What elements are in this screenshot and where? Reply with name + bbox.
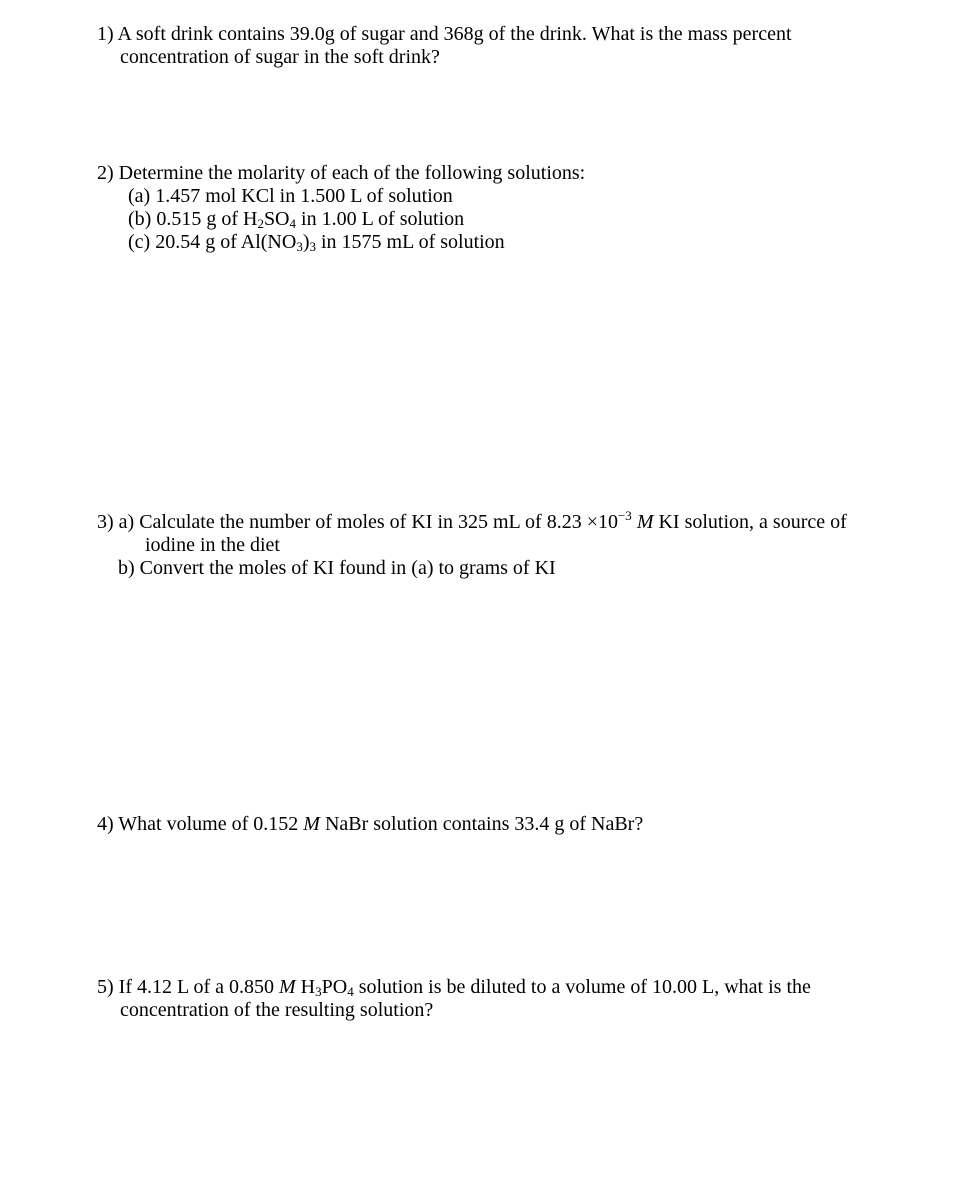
question-2-line-1 — [0, 162, 585, 185]
text-segment: −3 — [617, 508, 632, 523]
text-segment: 5) If 4.12 L of a 0.850 — [97, 976, 279, 998]
question-1-line-2 — [0, 46, 792, 69]
text-segment: 4 — [289, 216, 297, 231]
text-segment: PO — [321, 976, 348, 998]
text-segment: 1) A soft drink contains 39.0g of sugar and 368g of the drink. What is the mass percent — [97, 23, 792, 45]
question-3-line-2 — [0, 534, 847, 557]
question-5-line-1 — [0, 976, 811, 999]
text-segment: (b) 0.515 g of H — [128, 208, 258, 230]
question-2-line-2 — [0, 185, 585, 208]
text-segment: b) Convert the moles of KI found in (a) to grams of KI — [118, 557, 556, 579]
question-3 — [0, 508, 847, 580]
question-4-line-1 — [0, 813, 643, 836]
text-segment: 4) What volume of 0.152 — [97, 813, 304, 835]
text-segment: ) — [302, 231, 310, 253]
question-1-line-1 — [0, 23, 792, 46]
question-3-line-3 — [0, 557, 847, 580]
text-segment: concentration of the resulting solution? — [120, 999, 434, 1021]
text-segment: SO — [263, 208, 290, 230]
text-segment: solution is be diluted to a volume of 10.00 L, what is the — [353, 976, 811, 998]
text-segment: in 1575 mL of solution — [315, 231, 505, 253]
text-segment: (a) 1.457 mol KCl in 1.500 L of solution — [128, 185, 453, 207]
text-segment: 3 — [309, 239, 316, 254]
text-segment: KI solution, a source of — [653, 511, 847, 533]
text-segment: 3 — [315, 984, 322, 999]
question-4 — [0, 813, 643, 836]
text-segment: M — [279, 976, 296, 998]
text-segment: in 1.00 L of solution — [296, 208, 465, 230]
question-1 — [0, 23, 792, 69]
question-3-line-1 — [0, 508, 847, 534]
text-segment: H — [295, 976, 316, 998]
text-segment: (c) 20.54 g of Al(NO — [128, 231, 297, 253]
text-segment: 2) Determine the molarity of each of the following solutions: — [97, 162, 586, 184]
text-segment: 3 — [296, 239, 303, 254]
text-segment: M — [303, 813, 320, 835]
text-segment: 2 — [257, 216, 264, 231]
text-segment: concentration of sugar in the soft drink? — [120, 46, 440, 68]
question-2-line-4 — [0, 231, 585, 254]
question-2-line-3 — [0, 208, 585, 231]
question-5 — [0, 976, 811, 1022]
question-2 — [0, 162, 585, 254]
text-segment: M — [636, 511, 654, 533]
text-segment: iodine in the diet — [145, 534, 280, 556]
text-segment: NaBr solution contains 33.4 g of NaBr? — [319, 813, 644, 835]
text-segment: 4 — [347, 984, 354, 999]
question-5-line-2 — [0, 999, 811, 1022]
text-segment: 3) a) Calculate the number of moles of KI in 325 mL of 8.23 ×10 — [97, 511, 618, 533]
